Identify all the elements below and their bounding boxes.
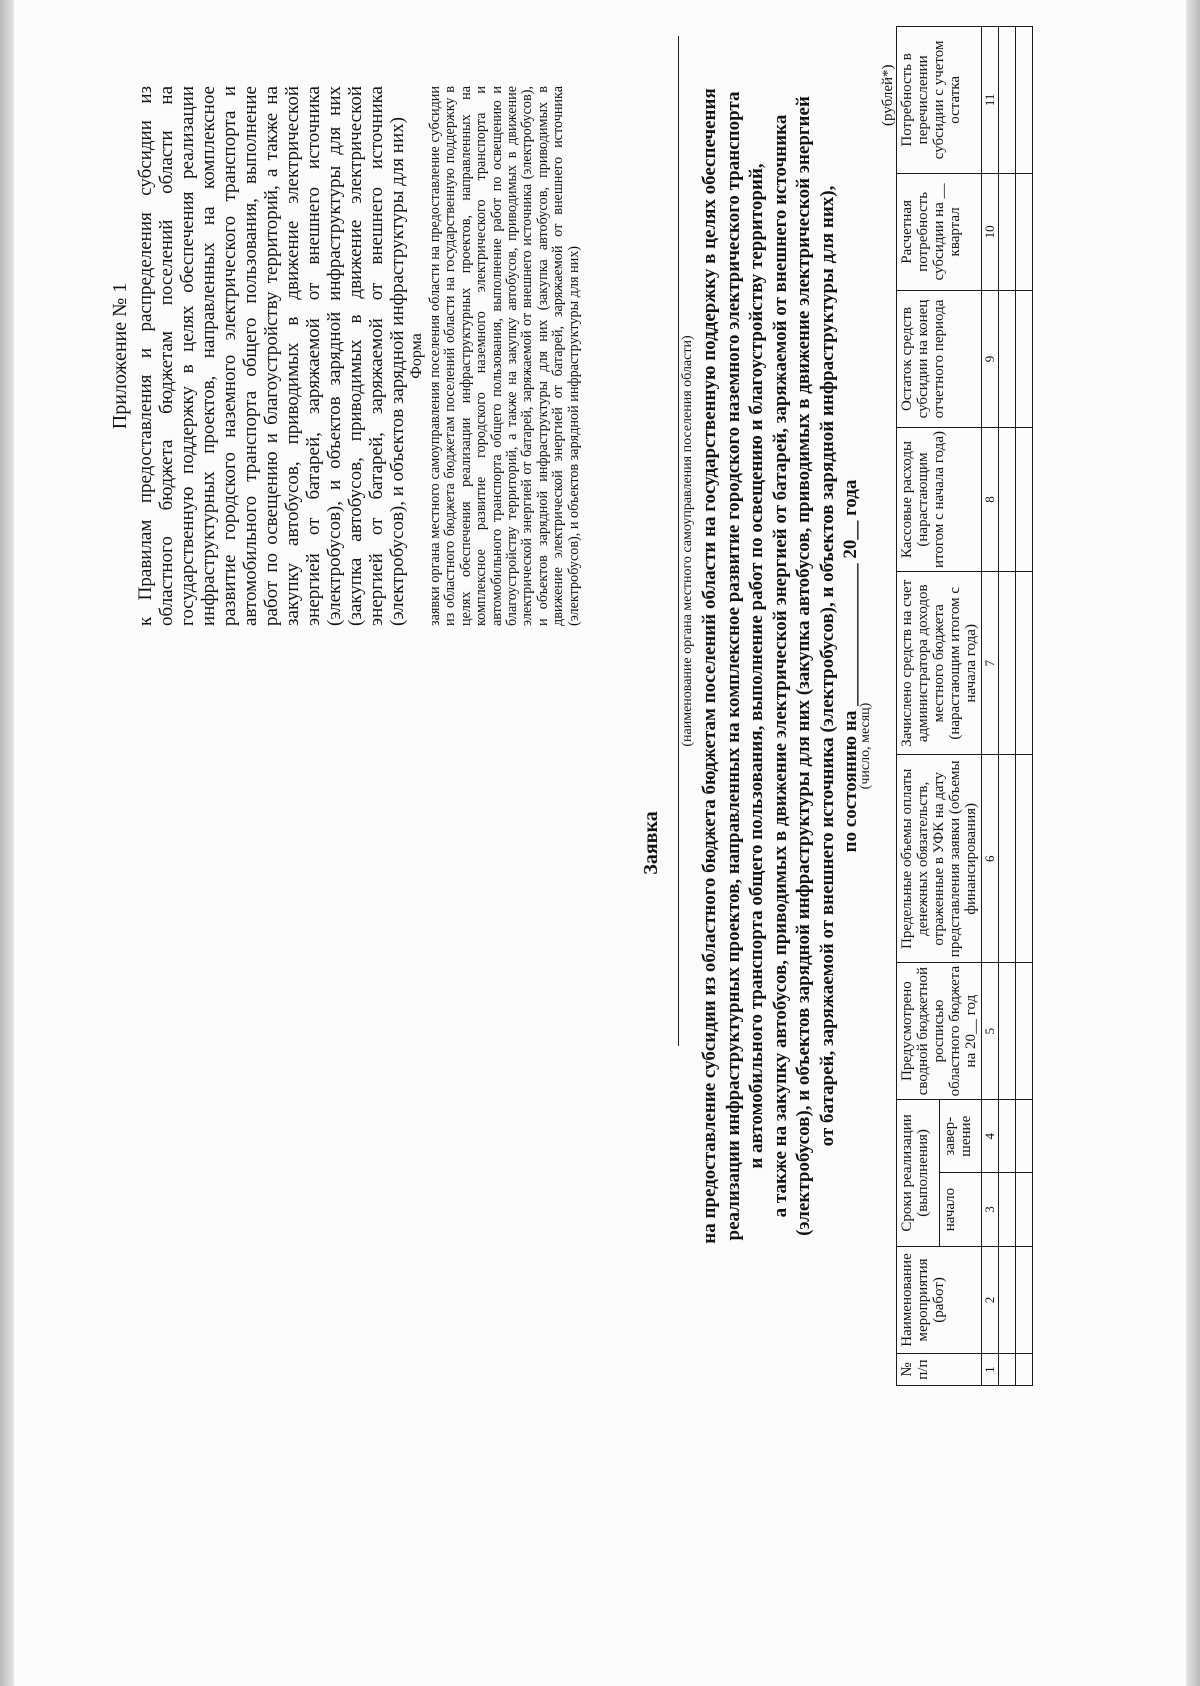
table-cell bbox=[1016, 427, 1033, 571]
table-cell bbox=[999, 27, 1016, 174]
appendix-block bbox=[110, 86, 408, 626]
table-cell bbox=[1016, 1100, 1033, 1173]
header-cash-expenses: Кассовые расходы (нарастающим итогом с начала года) bbox=[897, 427, 982, 571]
table-cell bbox=[999, 1354, 1016, 1386]
heading-line: реализации инфраструктурных проектов, направленных на комплексное развитие городского наземного электрического транспорта bbox=[722, 91, 744, 1241]
table-cell bbox=[999, 427, 1016, 571]
application-title: Заявка bbox=[640, 811, 662, 875]
heading-line: (электробусов), и объектов зарядной инфраструктуры для них (закупка автобусов, приводимых в движение электрической энергией bbox=[793, 96, 814, 1236]
heading-line: от батарей, заряжаемой от внешнего источника (электробусов), и объектов зарядной инфраструктуры для них), bbox=[816, 185, 838, 1147]
table-cell bbox=[999, 1246, 1016, 1354]
header-terms: Сроки реализации (выполнения) bbox=[897, 1100, 940, 1247]
heading-line: по состоянию на _______________ 20__ года bbox=[840, 479, 861, 853]
table-cell bbox=[999, 173, 1016, 290]
header-limits: Предельные объемы оплаты денежных обязательств, отраженные в УФК на дату представления заявки (объемы финансирования) bbox=[897, 755, 982, 963]
column-number: 1 bbox=[982, 1354, 999, 1386]
org-caption: (наименование органа местного самоуправления поселения области) bbox=[680, 335, 695, 747]
table-cell bbox=[999, 291, 1016, 428]
header-estimated-need: Расчетная потребность субсидии на __ квартал bbox=[897, 173, 982, 290]
application-heading bbox=[698, 6, 863, 1326]
heading-line: и автомобильного транспорта общего пользования, выполнение работ по освещению и благоустройству территорий, bbox=[746, 163, 767, 1169]
header-num: № п/п bbox=[897, 1354, 982, 1386]
date-caption: (число, месяц) bbox=[858, 702, 873, 790]
column-number: 11 bbox=[982, 27, 999, 174]
header-name: Наименование мероприятия (работ) bbox=[897, 1246, 982, 1354]
table-cell bbox=[1016, 1246, 1033, 1354]
column-number: 8 bbox=[982, 427, 999, 571]
form-description: заявки органа местного самоуправления поселения области на предоставление субсидии из областного бюджета бюджетам поселений области на государственную поддержку в целях обеспечения реализации инфраструктурных проектов, направленных на комплексное развитие городского наземного электрического транспорта и автомобильного транспорта общего пользования, выполнение работ по освещению и благоустройству территорий, а также на закупку автобусов, приводимых в движение электрической энергией от батарей, заряжаемой от внешнего источника (электробусов), и объектов зарядной инфраструктуры для них (закупка автобусов, приводимых в движение электрической энергией от батарей, заряжаемой от внешнего источника (электробусов), и объектов зарядной инфраструктуры для них) bbox=[427, 86, 582, 626]
header-transfer-need: Потребность в перечислении субсидии с учетом остатка bbox=[897, 27, 982, 174]
table-cell bbox=[1016, 173, 1033, 290]
header-end: завер-шение bbox=[939, 1100, 982, 1173]
table-cell bbox=[1016, 572, 1033, 755]
column-number: 4 bbox=[982, 1100, 999, 1173]
column-number: 10 bbox=[982, 173, 999, 290]
header-credited: Зачислено средств на счет администратора доходов местного бюджета (нарастающим итогом с начала года) bbox=[897, 572, 982, 755]
column-number: 2 bbox=[982, 1246, 999, 1354]
table-cell bbox=[999, 1173, 1016, 1246]
table-cell bbox=[1016, 27, 1033, 174]
appendix-text: к Правилам предоставления и распределения субсидии из областного бюджета бюджетам поселений области на государственную поддержку в целях обеспечения реализации инфраструктурных проектов, направленных на комплексное развитие городского наземного электрического транспорта и автомобильного транспорта общего пользования, выполнение работ по освещению и благоустройству территорий, а также на закупку автобусов, приводимых в движение электрической энергией от батарей, заряжаемой от внешнего источника (электробусов), и объектов зарядной инфраструктуры для них (закупка автобусов, приводимых в движение электрической энергией от батарей, заряжаемой от внешнего источника (электробусов), и объектов зарядной инфраструктуры для них) bbox=[135, 86, 408, 626]
org-name-line bbox=[678, 36, 679, 1046]
column-number: 6 bbox=[982, 755, 999, 963]
appendix-title: Приложение № 1 bbox=[109, 282, 131, 430]
header-planned: Предусмотрено сводной бюджетной росписью областного бюджета на 20__ год bbox=[897, 963, 982, 1100]
column-number: 7 bbox=[982, 572, 999, 755]
table-cell bbox=[1016, 963, 1033, 1100]
currency-note: (рублей*) bbox=[880, 64, 896, 126]
table-cell bbox=[999, 755, 1016, 963]
table-cell bbox=[1016, 291, 1033, 428]
heading-line: а также на закупку автобусов, приводимых в движение электрической энергией от батарей, заряжаемой от внешнего источника bbox=[769, 114, 791, 1218]
table-cell bbox=[1016, 1354, 1033, 1386]
header-start: начало bbox=[939, 1173, 982, 1246]
table-cell bbox=[1016, 755, 1033, 963]
column-number: 5 bbox=[982, 963, 999, 1100]
table-cell bbox=[999, 572, 1016, 755]
application-table bbox=[896, 26, 1033, 1386]
table-cell bbox=[999, 1100, 1016, 1173]
header-balance: Остаток средств субсидии на конец отчетного периода bbox=[897, 291, 982, 428]
heading-line: на предоставление субсидии из областного бюджета бюджетам поселений области на государственную поддержку в целях обеспечения bbox=[699, 88, 720, 1244]
table-cell bbox=[999, 963, 1016, 1100]
form-label: Форма bbox=[408, 333, 425, 379]
column-number: 9 bbox=[982, 291, 999, 428]
column-number: 3 bbox=[982, 1173, 999, 1246]
table-cell bbox=[1016, 1173, 1033, 1246]
